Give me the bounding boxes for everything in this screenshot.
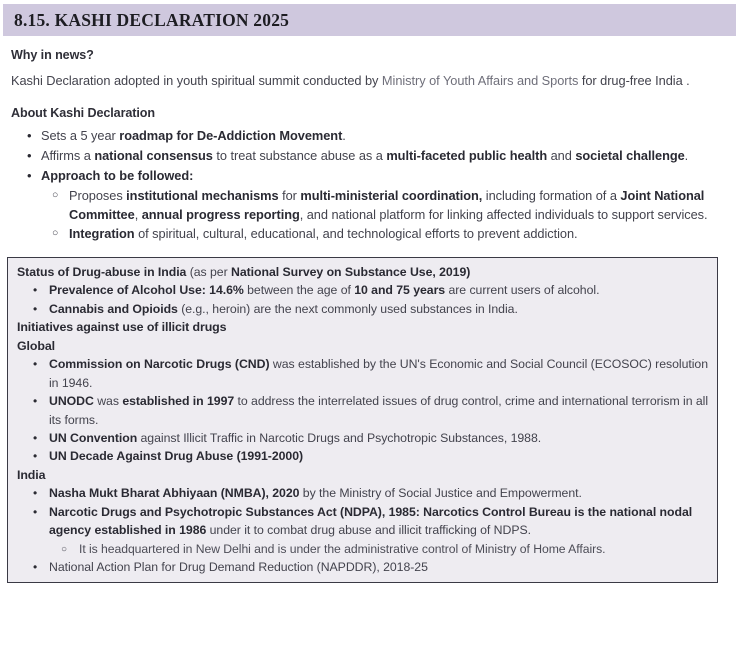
bullet-icon: • (33, 486, 38, 501)
global-1-seg-1: was (93, 394, 123, 409)
bullet-icon: • (33, 283, 38, 298)
list-item-text (41, 168, 193, 183)
sub-2-0-seg-1: institutional mechanisms (126, 187, 279, 203)
about-bullet-list (11, 126, 727, 243)
india-1-seg-0: Narcotic Drugs and Psychotropic Substances Act (NDPA), 1985: Narcotics Control Bureau is the national nodal agency established in 1986 (49, 504, 693, 538)
list-item-text (49, 283, 599, 297)
india-sub-1-0-seg-0: It is headquartered in New Delhi and is under the administrative control of Ministry of Home Affairs. (79, 541, 606, 556)
global-0-seg-1: was established by the UN's Economic and Social Council (ECOSOC) resolution in 1946. (49, 357, 708, 390)
bullet-icon: • (27, 168, 32, 184)
list-item-text (49, 302, 518, 316)
status-1-seg-1: (e.g., heroin) are the next commonly used substances in India. (177, 301, 518, 316)
para-segment-ministry: Ministry of Youth Affairs and Sports (381, 73, 579, 88)
bullet-1-seg-3: multi-faceted public health (386, 148, 548, 164)
india-0-seg-1: by the Ministry of Social Justice and Empowerment. (299, 486, 582, 501)
sub-2-0-seg-0: Proposes (69, 187, 127, 203)
table-row (17, 392, 708, 429)
list-item-text (49, 560, 428, 574)
document-page (0, 4, 739, 652)
para-segment-3: for drug-free India . (578, 73, 690, 88)
global-2-seg-1: against Illicit Traffic in Narcotic Drugs and Psychotropic Substances, 1988. (137, 431, 542, 446)
india-2-seg-0: National Action Plan for Drug Demand Reduction (NAPDDR), 2018-25 (49, 560, 428, 575)
status-1-seg-0: Cannabis and Opioids (49, 301, 178, 316)
global-2-seg-0: UN Convention (49, 431, 138, 446)
india-bullet-list (17, 484, 708, 576)
global-0-seg-0: Commission on Narcotic Drugs (CND) (49, 357, 270, 372)
status-heading-seg-2: National Survey on Substance Use, 2019) (231, 265, 471, 280)
table-row (17, 281, 708, 299)
sub-list-item (41, 186, 727, 224)
table-row (17, 447, 708, 465)
sub-list-item-text (69, 226, 578, 241)
sub-2-0-seg-7: annual progress reporting (141, 206, 300, 222)
initiatives-heading: Initiatives against use of illicit drugs (17, 320, 227, 335)
table-row (17, 503, 708, 558)
table-row (17, 429, 708, 447)
list-item (11, 166, 727, 243)
bullet-0-seg-1: roadmap for De-Addiction Movement (119, 128, 343, 143)
document-body (0, 48, 739, 243)
sub-2-1-seg-0: Integration (69, 226, 135, 242)
global-3-seg-0: UN Decade Against Drug Abuse (1991-2000) (49, 449, 304, 464)
bullet-1-seg-5: societal challenge (575, 148, 685, 164)
why-in-news-heading: Why in news? (11, 48, 94, 62)
bullet-icon: • (33, 394, 38, 409)
hollow-bullet-icon: ○ (52, 227, 59, 240)
list-item-text (49, 449, 303, 463)
list-item-text (49, 394, 708, 426)
hollow-bullet-icon: ○ (61, 543, 67, 555)
global-1-seg-3: to address the interrelated issues of drug control, crime and international terrorism in all its forms. (49, 394, 709, 427)
status-heading (17, 263, 708, 281)
bullet-1-seg-0: Affirms a (41, 148, 95, 164)
sub-2-0-seg-2: for (278, 187, 301, 203)
para-segment-1: Kashi Declaration adopted in youth spiritual summit conducted by (11, 73, 382, 88)
list-item (11, 146, 727, 165)
list-item-text (41, 128, 346, 143)
bullet-icon: • (33, 357, 38, 372)
table-row (17, 484, 708, 502)
status-heading-seg-0: Status of Drug-abuse in India (17, 265, 190, 280)
table-row (17, 355, 708, 392)
hollow-bullet-icon: ○ (52, 188, 59, 201)
bullet-0-seg-2: . (342, 128, 346, 143)
table-row (17, 300, 708, 318)
sub-bullet-list (41, 186, 727, 244)
list-item-text (41, 148, 688, 163)
bullet-icon: • (33, 560, 38, 575)
status-heading-seg-1: (as per (189, 265, 232, 280)
india-0-seg-0: Nasha Mukt Bharat Abhiyaan (NMBA), 2020 (49, 486, 300, 501)
bullet-1-seg-1: national consensus (94, 148, 213, 164)
status-0-seg-2: 10 and 75 years (354, 283, 446, 298)
sub-list-item (49, 540, 708, 558)
sub-list-item-text (79, 542, 606, 556)
sub-2-0-seg-8: , and national platform for linking affected individuals to support services. (299, 206, 708, 222)
sub-2-1-seg-1: of spiritual, cultural, educational, and technological efforts to prevent addiction. (134, 226, 578, 242)
bullet-1-seg-6: . (684, 148, 689, 164)
why-in-news-paragraph (11, 71, 727, 90)
india-heading: India (17, 467, 46, 482)
list-item-text (49, 486, 582, 500)
sub-2-0-seg-3: multi-ministerial coordination, (300, 187, 483, 203)
sub-2-0-seg-6: , (134, 206, 142, 222)
india-1-seg-1: under it to combat drug abuse and illicit trafficking of NDPS. (206, 523, 531, 538)
sub-list-item (41, 224, 727, 243)
bullet-icon: • (33, 431, 38, 446)
table-row (17, 558, 708, 576)
sub-2-0-seg-4: including formation of a (482, 187, 621, 203)
status-bullet-list (17, 281, 708, 318)
bullet-icon: • (27, 128, 32, 143)
about-heading: About Kashi Declaration (11, 106, 155, 120)
bullet-icon: • (33, 449, 38, 464)
sub-list-item-text (69, 188, 708, 222)
global-1-seg-2: established in 1997 (122, 394, 235, 409)
sub-bullet-list (49, 540, 708, 558)
list-item (11, 126, 727, 145)
drug-abuse-info-box (7, 257, 718, 583)
page-title: 8.15. KASHI DECLARATION 2025 (14, 9, 290, 30)
status-0-seg-3: are current users of alcohol. (445, 283, 600, 298)
bullet-icon: • (27, 148, 32, 164)
global-bullet-list (17, 355, 708, 465)
status-0-seg-0: Prevalence of Alcohol Use: 14.6% (49, 283, 244, 298)
bullet-0-seg-0: Sets a 5 year (41, 128, 120, 143)
list-item-text (49, 505, 692, 537)
list-item-text (49, 431, 541, 445)
bullet-1-seg-2: to treat substance abuse as a (212, 148, 387, 164)
global-heading: Global (17, 338, 55, 353)
global-1-seg-0: UNODC (49, 394, 94, 409)
status-0-seg-1: between the age of (243, 283, 355, 298)
bullet-icon: • (33, 504, 38, 519)
bullet-2-seg-0: Approach to be followed: (41, 168, 194, 184)
bullet-icon: • (33, 301, 38, 316)
sub-2-0-seg-5: Joint National Committee (69, 187, 705, 222)
bullet-1-seg-4: and (547, 148, 576, 164)
list-item-text (49, 357, 708, 389)
section-header-bar (3, 4, 736, 36)
